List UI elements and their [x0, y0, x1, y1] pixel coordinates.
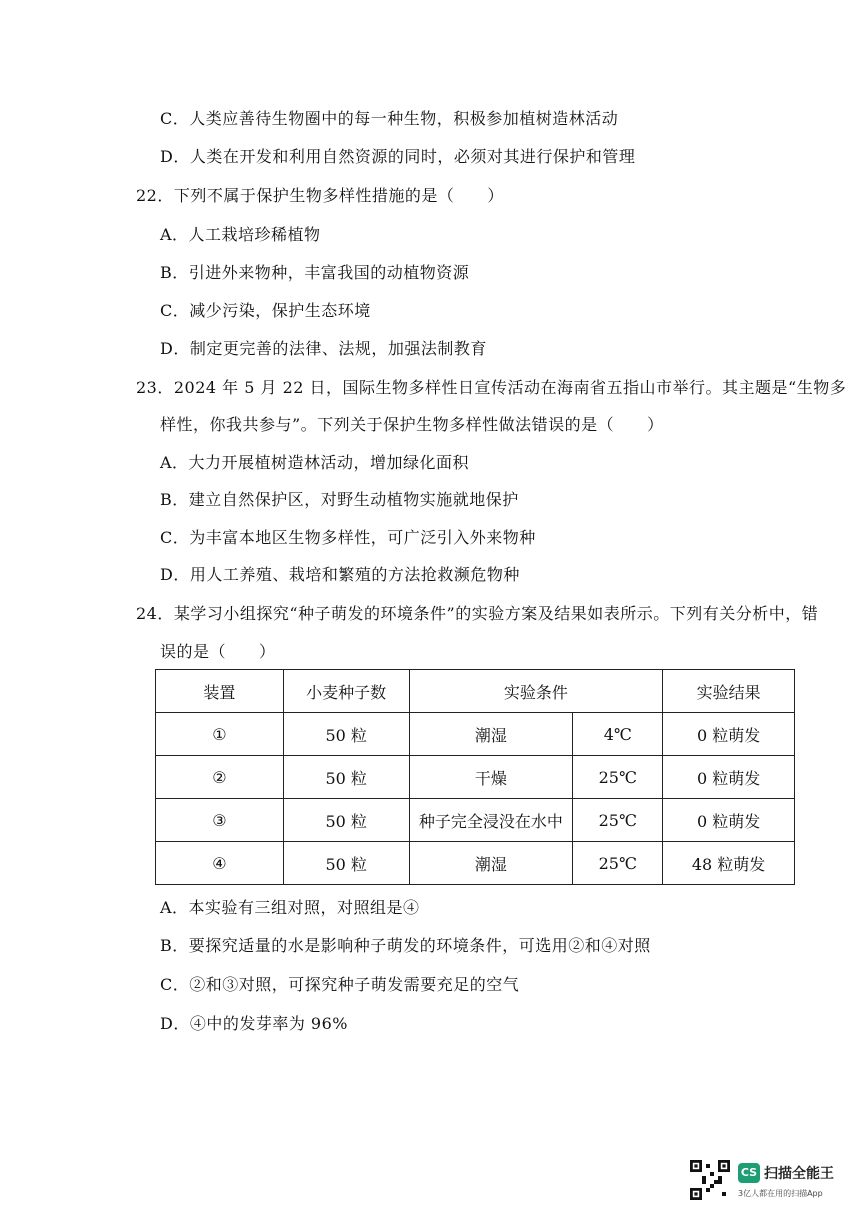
table-cell: 50 粒: [283, 756, 409, 799]
table-cell: ①: [156, 713, 284, 756]
camscanner-name: 扫描全能王: [764, 1166, 834, 1182]
table-cell: 0 粒萌发: [663, 756, 795, 799]
camscanner-logo: CS: [738, 1163, 760, 1183]
table-cell: ④: [156, 842, 284, 885]
table-cell: ②: [156, 756, 284, 799]
q23-stem-line2: 样性，你我共参与”。下列关于保护生物多样性做法错误的是（ ）: [160, 415, 664, 434]
table-cell: 潮湿: [409, 842, 573, 885]
q23-stem-line1: 23．2024 年 5 月 22 日，国际生物多样性日宣传活动在海南省五指山市举行。其主题是“生物多: [136, 378, 847, 397]
table-header-cell: 小麦种子数: [283, 670, 409, 713]
q24-option-d: D．④中的发芽率为 96%: [160, 1014, 348, 1033]
table-header-cell: 装置: [156, 670, 284, 713]
table-cell: 50 粒: [283, 799, 409, 842]
q23-option-a: A．大力开展植树造林活动，增加绿化面积: [160, 453, 470, 472]
table-cell: 50 粒: [283, 842, 409, 885]
table-cell: 0 粒萌发: [663, 799, 795, 842]
table-cell: 4℃: [573, 713, 663, 756]
table-cell: 种子完全浸没在水中: [409, 799, 573, 842]
q23-option-d: D．用人工养殖、栽培和繁殖的方法抢救濒危物种: [160, 565, 520, 584]
q24-option-b: B．要探究适量的水是影响种子萌发的环境条件，可选用②和④对照: [160, 936, 651, 955]
q24-stem-line1: 24．某学习小组探究“种子萌发的环境条件”的实验方案及结果如表所示。下列有关分析中，错: [136, 604, 819, 623]
q24-option-a: A．本实验有三组对照，对照组是④: [160, 898, 420, 917]
table-cell: 25℃: [573, 842, 663, 885]
table-cell: ③: [156, 799, 284, 842]
table-row: [156, 756, 795, 799]
q22-option-b: B．引进外来物种，丰富我国的动植物资源: [160, 263, 470, 282]
q22-option-d: D．制定更完善的法律、法规，加强法制教育: [160, 339, 487, 358]
q23-option-b: B．建立自然保护区，对野生动植物实施就地保护: [160, 490, 519, 509]
q21-option-d: D．人类在开发和利用自然资源的同时，必须对其进行保护和管理: [160, 147, 636, 166]
table-cell: 0 粒萌发: [663, 713, 795, 756]
table-cell: 25℃: [573, 799, 663, 842]
q24-stem-line2: 误的是（ ）: [160, 642, 276, 661]
table-cell: 48 粒萌发: [663, 842, 795, 885]
q22-option-a: A．人工栽培珍稀植物: [160, 225, 321, 244]
table-row: [156, 713, 795, 756]
qr-code-icon: [690, 1160, 730, 1200]
experiment-table: [155, 669, 795, 885]
camscanner-tagline: 3亿人都在用的扫描App: [738, 1189, 823, 1198]
q23-option-c: C．为丰富本地区生物多样性，可广泛引入外来物种: [160, 528, 536, 547]
table-cell: 潮湿: [409, 713, 573, 756]
table-header-cell: 实验条件: [409, 670, 663, 713]
q22-option-c: C．减少污染，保护生态环境: [160, 301, 371, 320]
table-cell: 干燥: [409, 756, 573, 799]
q24-option-c: C．②和③对照，可探究种子萌发需要充足的空气: [160, 975, 520, 994]
table-row: [156, 842, 795, 885]
q21-option-c: C．人类应善待生物圈中的每一种生物，积极参加植树造林活动: [160, 109, 619, 128]
q22-stem: 22．下列不属于保护生物多样性措施的是（ ）: [136, 186, 504, 205]
table-header-cell: 实验结果: [663, 670, 795, 713]
table-cell: 50 粒: [283, 713, 409, 756]
table-row: [156, 799, 795, 842]
table-header-row: [156, 670, 795, 713]
table-cell: 25℃: [573, 756, 663, 799]
